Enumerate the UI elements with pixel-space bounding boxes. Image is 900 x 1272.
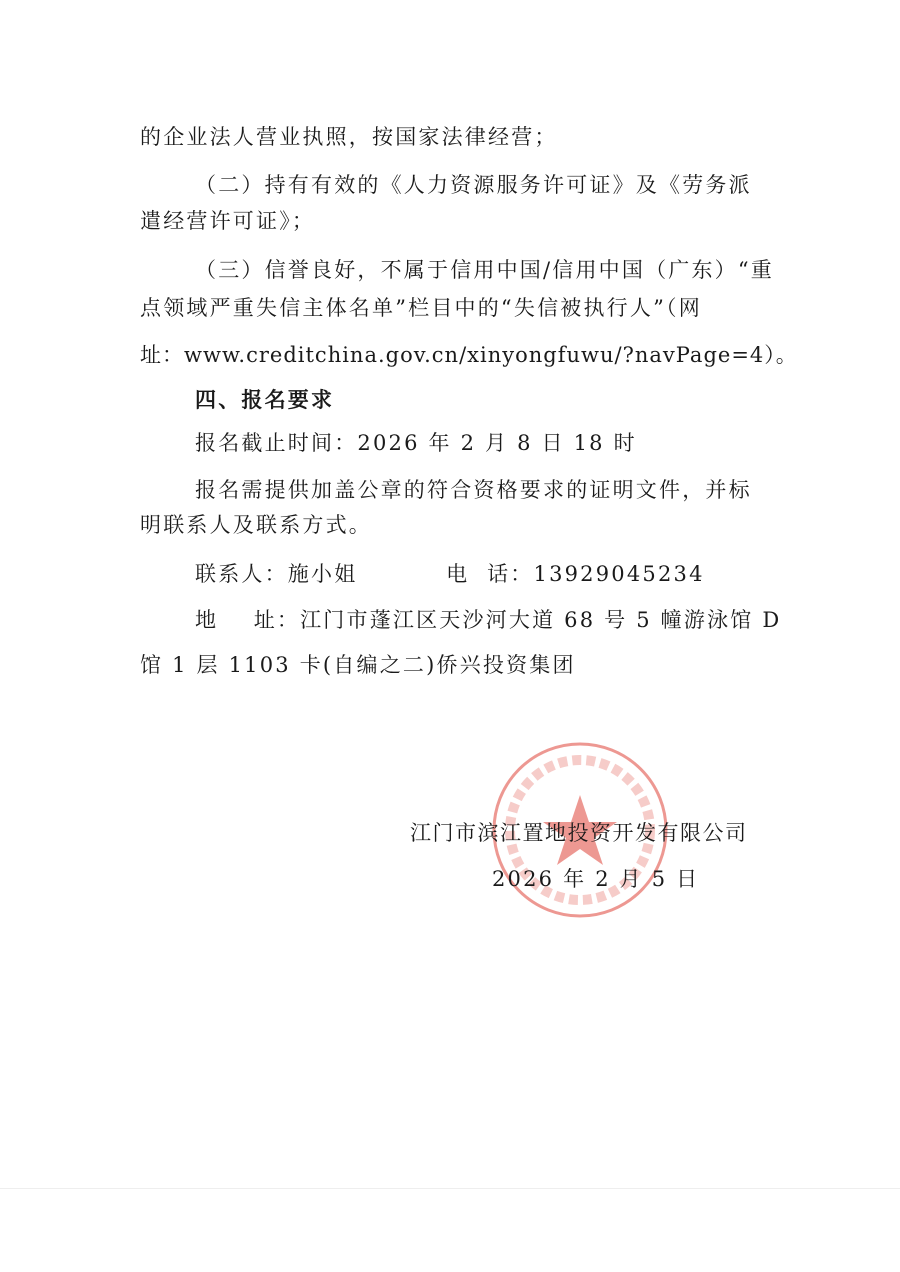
deadline-line: 报名截止时间：2026 年 2 月 8 日 18 时	[195, 431, 637, 455]
address-line: 馆 1 层 1103 卡(自编之二)侨兴投资集团	[140, 653, 576, 677]
section-heading: 四、报名要求	[195, 388, 335, 412]
body-line: 址：www.creditchina.gov.cn/xinyongfuwu/?navPage=4）。	[140, 343, 798, 367]
address-line: 地 址：江门市蓬江区天沙河大道 68 号 5 幢游泳馆 D	[195, 608, 782, 632]
page-edge-divider	[0, 1188, 900, 1189]
body-line: 的企业法人营业执照，按国家法律经营；	[140, 125, 558, 149]
body-line: 点领域严重失信主体名单”栏目中的“失信被执行人”（网	[140, 296, 702, 320]
body-line: （二）持有有效的《人力资源服务许可证》及《劳务派	[195, 173, 752, 197]
body-line: （三）信誉良好，不属于信用中国/信用中国（广东）“重	[195, 258, 775, 282]
contact-line: 联系人：施小姐 电 话：13929045234	[195, 562, 705, 586]
signature-date: 2026 年 2 月 5 日	[492, 867, 700, 891]
signature-company: 江门市滨江置地投资开发有限公司	[410, 821, 748, 845]
body-line: 明联系人及联系方式。	[140, 513, 372, 537]
body-line: 遣经营许可证》；	[140, 209, 316, 233]
body-line: 报名需提供加盖公章的符合资格要求的证明文件，并标	[195, 478, 752, 502]
